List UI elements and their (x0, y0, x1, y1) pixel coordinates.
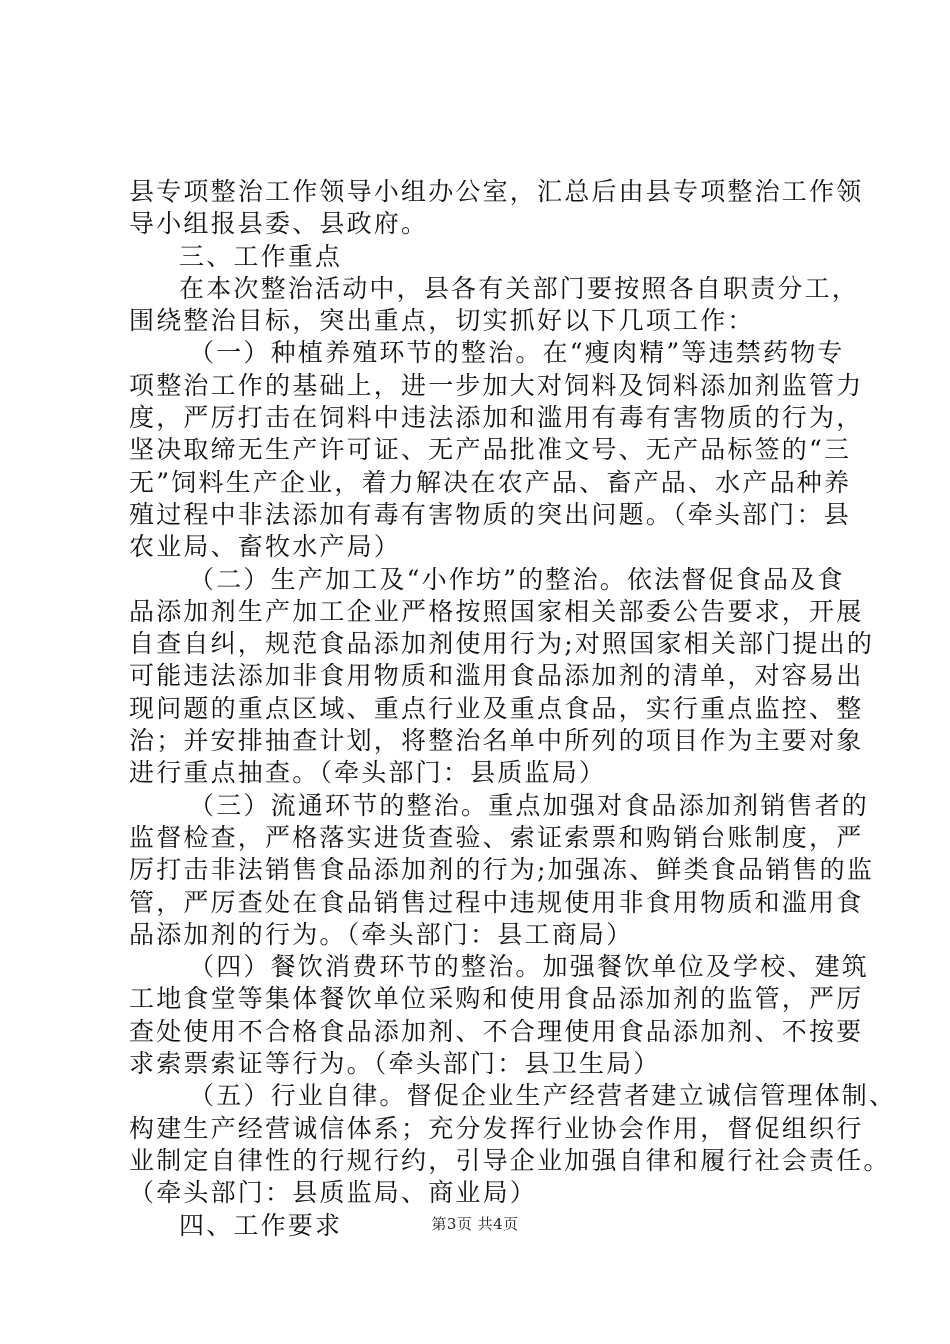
section-heading-work-focus: 三、工作重点 (179, 241, 343, 271)
text-line: 县专项整治工作领导小组办公室，汇总后由县专项整治工作领 (129, 177, 864, 206)
text-line: 监督检查，严格落实进货查验、索证索票和购销台账制度，严 (129, 822, 864, 852)
text-line: 品添加剂的行为。（牵头部门：县工商局） (129, 919, 634, 949)
text-line: 在本次整治活动中，县各有关部门要按照各自职责分工， (179, 273, 860, 303)
text-line: 围绕整治目标，突出重点，切实抓好以下几项工作： (129, 306, 755, 336)
item-4-heading: （四）餐饮消费环节的整治。加强餐饮单位及学校、建筑 (189, 952, 870, 982)
text-line: 进行重点抽查。（牵头部门：县质监局） (129, 758, 607, 788)
text-line: 管，严厉查处在食品销售过程中违规使用非食用物质和滥用食 (129, 887, 864, 917)
text-line: 项整治工作的基础上，进一步加大对饲料及饲料添加剂监管力 (129, 370, 864, 400)
text-line: 自查自纠，规范食品添加剂使用行为;对照国家相关部门提出的 (129, 629, 875, 659)
text-line: 导小组报县委、县政府。 (129, 209, 429, 239)
text-line: 构建生产经营诚信体系；充分发挥行业协会作用，督促组织行 (129, 1113, 864, 1143)
text-line: 农业局、畜牧水产局） (129, 532, 402, 562)
text-line: 度，严厉打击在饲料中违法添加和滥用有毒有害物质的行为， (129, 403, 864, 433)
text-line: （牵头部门：县质监局、商业局） (129, 1178, 538, 1208)
text-line: 查处使用不合格食品添加剂、不合理使用食品添加剂、不按要 (129, 1016, 864, 1046)
section-heading-work-requirements: 四、工作要求 (179, 1210, 343, 1240)
text-line: 治；并安排抽查计划，将整治名单中所列的项目作为主要对象 (129, 726, 864, 756)
text-line: 求索票索证等行为。（牵头部门：县卫生局） (129, 1049, 661, 1079)
text-line: 坚决取缔无生产许可证、无产品批准文号、无产品标签的“三 (129, 435, 852, 465)
item-3-heading: （三）流通环节的整治。重点加强对食品添加剂销售者的 (189, 790, 870, 820)
item-1-heading: （一）种植养殖环节的整治。在“瘦肉精”等违禁药物专 (189, 338, 845, 368)
item-2-heading: （二）生产加工及“小作坊”的整治。依法督促食品及食 (189, 564, 845, 594)
text-line: 工地食堂等集体餐饮单位采购和使用食品添加剂的监管，严厉 (129, 984, 864, 1014)
text-line: 业制定自律性的行规行约，引导企业加强自律和履行社会责任。 (129, 1145, 891, 1175)
text-line: 无”饲料生产企业，着力解决在农产品、畜产品、水产品种养 (129, 467, 852, 497)
text-line: 可能违法添加非食用物质和滥用食品添加剂的清单，对容易出 (129, 661, 864, 691)
text-line: 现问题的重点区域、重点行业及重点食品，实行重点监控、整 (129, 693, 864, 723)
text-line: 厉打击非法销售食品添加剂的行为;加强冻、鲜类食品销售的监 (129, 855, 875, 885)
page-number-footer: 第3页 共4页 (431, 1215, 519, 1233)
item-5-heading: （五）行业自律。督促企业生产经营者建立诚信管理体制、 (189, 1081, 897, 1111)
text-line: 品添加剂生产加工企业严格按照国家相关部委公告要求，开展 (129, 596, 864, 626)
document-body (129, 176, 897, 1242)
text-line: 殖过程中非法添加有毒有害物质的突出问题。（牵头部门：县 (129, 499, 851, 529)
